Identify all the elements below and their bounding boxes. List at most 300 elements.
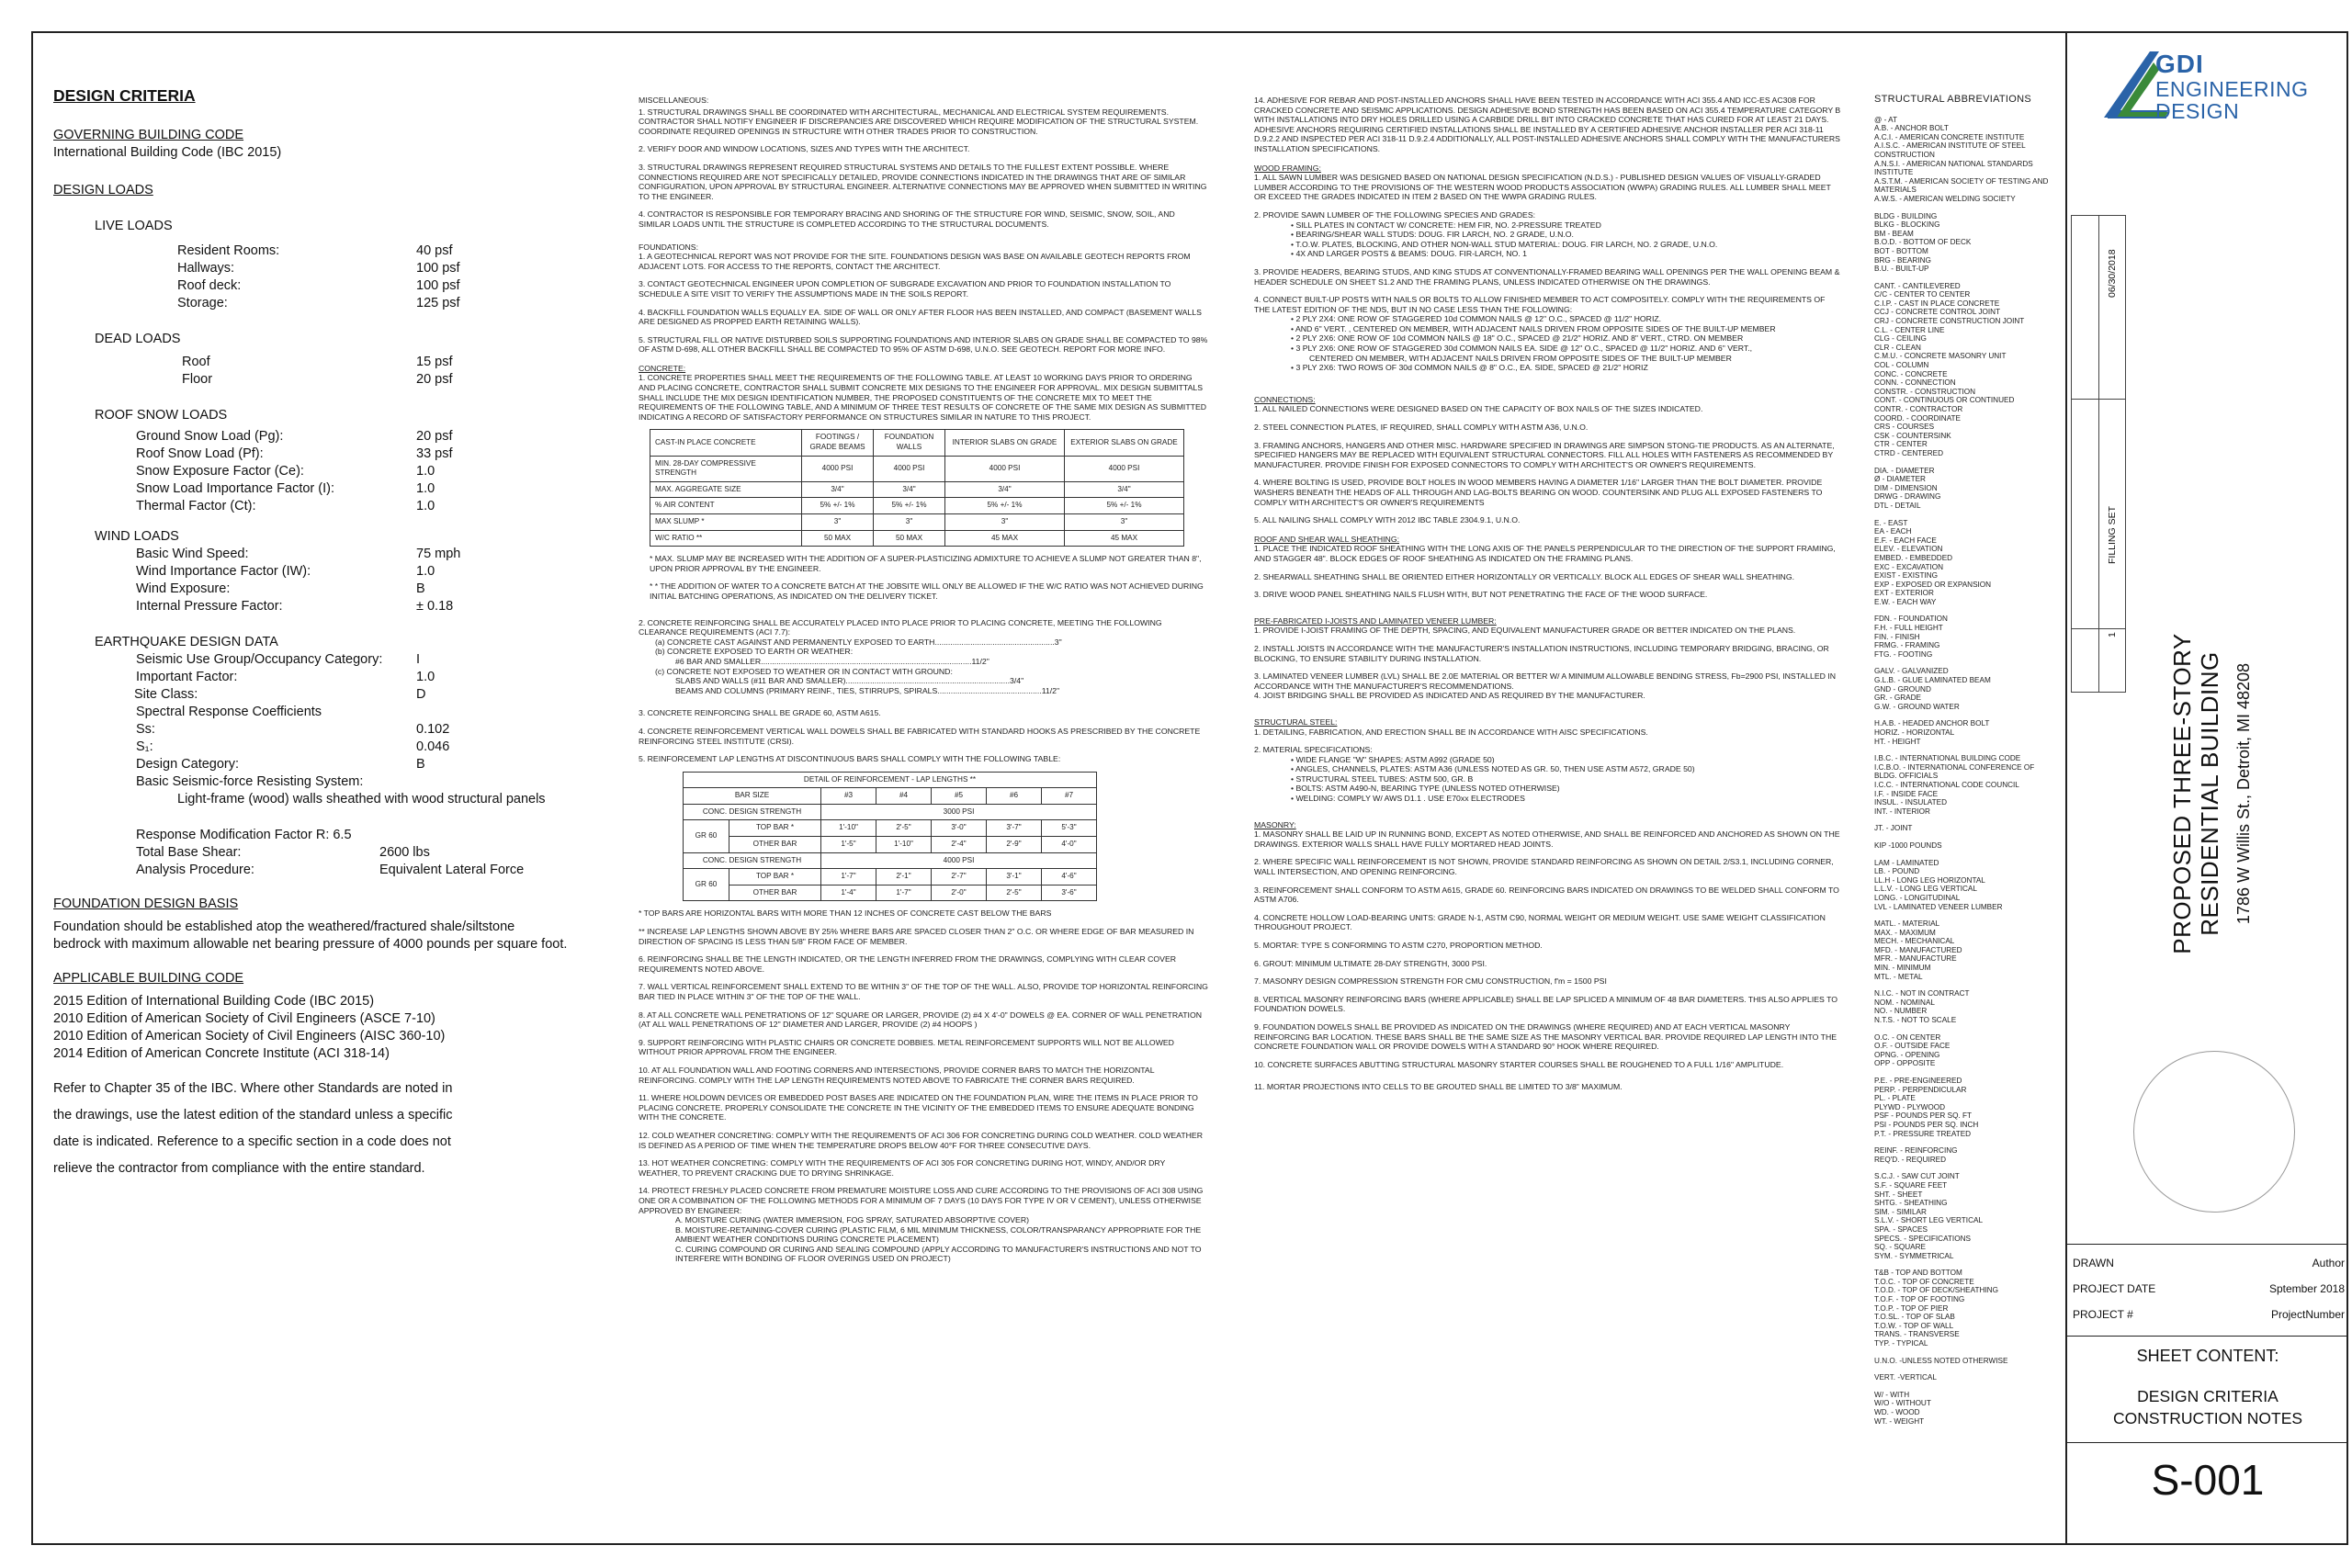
abbreviation-item: S.F. - SQUARE FEET — [1874, 1180, 1948, 1190]
abbreviation-item: SQ. - SQUARE — [1874, 1243, 1926, 1252]
refer-paragraph — [53, 1076, 623, 1182]
abbreviation-item: NOM. - NOMINAL — [1874, 998, 1935, 1007]
abbreviation-item: B.U. - BUILT-UP — [1874, 265, 1929, 274]
abbreviation-item: MFD. - MANUFACTURED — [1874, 945, 1962, 954]
load-row: Ground Snow Load (Pg): 20 psf — [136, 429, 453, 444]
wood-heading: WOOD FRAMING: — [1254, 163, 1321, 173]
note-item: 7. WALL VERTICAL REINFORCEMENT SHALL EXTEND TO BE WITHIN 3" OF THE TOP OF THE WALL. ALSO, PROVIDE TOP HORIZONTAL REINFORCING BAR TIED IN PLACE WITHIN 3" OF THE TOP OF THE WALL. — [639, 982, 1208, 1001]
note-item: 14. ADHESIVE FOR REBAR AND POST-INSTALLED ANCHORS SHALL HAVE BEEN TESTED IN ACCORDANCE WITH ACI 355.4 AND ICC-ES AC308 FOR CRACKED CONCRETE AND SEISMIC APPLICATIONS. DESIGN ADHESIVE BOND STRENGTH HAS BEEN BASED ON ACI 355.4 TEMPERATURE CATEGORY B WITH INSTALLATIONS INTO DRY HOLES DRILLED USING A CARBIDE DRILL BIT INTO CRACKED CONCRETE THAT HAS CURED FOR AT LEAST 21 DAYS. ADHESIVE ANCHORS REQUIRING CERTIFIED INSTALLATIONS SHALL BE INSTALLED BY A CERTIFIED ADHESIVE ANCHOR INSTALLER PER ACI 318-11 D.9.2.2 AND INSPECTED PER ACI 318-11 D.9.2.4 ADDITIONALLY, ALL POST-INSTALLED ADHESIVE ANCHORS SHALL COMPLY WITH THE MANUFACTURERS INSTALLATION SPECIFICATIONS. — [1254, 96, 1841, 153]
code-item: 2015 Edition of International Building Code (IBC 2015) — [53, 994, 375, 1009]
drawn-value: Author — [2312, 1257, 2345, 1269]
eq-row: Seismic Use Group/Occupancy Category: I — [136, 652, 421, 667]
titleblock-divider — [2067, 1442, 2348, 1443]
note-subitem: • STRUCTURAL STEEL TUBES: ASTM 500, GR. B — [1291, 773, 1474, 784]
abbreviation-item: C.M.U. - CONCRETE MASONRY UNIT — [1874, 352, 2007, 361]
abbreviation-group — [1874, 519, 2058, 607]
abbreviation-item: VERT. -VERTICAL — [1874, 1373, 1937, 1382]
abbreviation-item: BLDG - BUILDING — [1874, 211, 1938, 220]
abbreviation-item: F.H. - FULL HEIGHT — [1874, 624, 1943, 633]
abbreviation-item: G.W. - GROUND WATER — [1874, 702, 1960, 711]
abbreviation-item: A.C.I. - AMERICAN CONCRETE INSTITUTE — [1874, 132, 2025, 141]
roof-snow-loads — [95, 407, 623, 515]
note-subitem: • 4X AND LARGER POSTS & BEAMS: DOUG. FIR-LARCH, NO. 1 — [1291, 249, 1527, 259]
abbreviation-item: N.T.S. - NOT TO SCALE — [1874, 1016, 1957, 1025]
abbreviation-item: LVL - LAMINATED VENEER LUMBER — [1874, 902, 2003, 911]
abbreviation-group — [1874, 859, 2058, 912]
note-subitem: (a) CONCRETE CAST AGAINST AND PERMANENTLY EXPOSED TO EARTH......................................................3" — [655, 637, 1062, 647]
note-item: 3. STRUCTURAL DRAWINGS REPRESENT REQUIRED STRUCTURAL SYSTEMS AND DETAILS TO THE FULLEST EXTENT POSSIBLE. WHERE CONNECTIONS REQUIRED ARE NOT SPECIFICALLY DETAILED, PROVIDE CONNECTIONS INDICATED IN THE DRAWINGS THAT ARE OF SIMILAR CONFIGURATION, UPON APPROVAL BY STRUCTURAL ENGINEER. ALTERNATIVE CONNECTIONS MAY BE APPROVED WHEN SUBMITTED IN WRITING TO THE ENGINEER. — [639, 162, 1207, 201]
abbreviation-item: OPNG. - OPENING — [1874, 1050, 1940, 1059]
abbreviation-item: FIN. - FINISH — [1874, 632, 1920, 641]
abbreviation-item: PLYWD - PLYWOOD — [1874, 1102, 1946, 1111]
abbreviation-item: LAM - LAMINATED — [1874, 858, 1939, 867]
abbreviation-item: SHT. - SHEET — [1874, 1190, 1923, 1199]
table-row: OTHER BAR 1'-4" 1'-7" 2'-0" 2'-5" 3'-6" — [684, 885, 1097, 901]
note-subitem: • 2 PLY 2X6: ONE ROW OF 10d COMMON NAILS @ 18" O.C., SPACED @ 21/2" HORIZ. AND 8" VERT., CTRD. ON MEMBER — [1291, 333, 1744, 344]
dead-loads-list — [182, 354, 623, 389]
sheet-number: S-001 — [2151, 1456, 2265, 1504]
abbreviation-item: B.O.D. - BOTTOM OF DECK — [1874, 238, 1972, 247]
abbreviation-item: SHTG. - SHEATHING — [1874, 1199, 1948, 1208]
lap-footnote: * TOP BARS ARE HORIZONTAL BARS WITH MORE THAN 12 INCHES OF CONCRETE CAST BELOW THE BARS — [639, 908, 1052, 919]
abbreviations-title: STRUCTURAL ABBREVIATIONS — [1874, 94, 2032, 105]
revision-divider — [2071, 399, 2126, 400]
concrete-heading: CONCRETE: — [639, 363, 686, 373]
abbreviation-item: COORD. - COORDINATE — [1874, 413, 1962, 423]
drawn-row — [2073, 1257, 2345, 1269]
abbreviation-item: EXIST - EXISTING — [1874, 571, 1939, 581]
table-row: MAX SLUMP * 3" 3" 3" 3" — [650, 514, 1184, 531]
load-row: Wind Exposure: B — [136, 581, 425, 596]
abbreviation-item: ELEV. - ELEVATION — [1874, 545, 1943, 554]
abbreviation-group — [1874, 1033, 2058, 1068]
sheet-content-line-1: DESIGN CRITERIA — [2137, 1387, 2278, 1405]
concrete-properties-table — [650, 429, 1184, 547]
note-item: 1. STRUCTURAL DRAWINGS SHALL BE COORDINATED WITH ARCHITECTURAL, MECHANICAL AND ELECTRICAL SYSTEM REQUIREMENTS. CONTRACTOR SHALL NOTIFY ENGINEER IF DISCREPANCIES ARE DISCOVERED WHICH REQUIRE MODIFICATION OF THE STRUCTURAL SYSTEM. COORDINATE REQUIRED OPENINGS IN STRUCTURE WITH OTHER TRADES PRIOR TO CONSTRUCTION. — [639, 107, 1199, 136]
abbreviation-item: TRANS. - TRANSVERSE — [1874, 1330, 1960, 1339]
note-item: 12. COLD WEATHER CONCRETING: COMPLY WITH THE REQUIREMENTS OF ACI 306 FOR CONCRETING DURING COLD WEATHER. COLD WEATHER IS DEFINED AS A PERIOD OF TIME WHEN THE TEMPERATURE DROPS BELOW 40°F FOR THREE CONSECUTIVE DAYS. — [639, 1130, 1203, 1150]
abbreviation-group — [1874, 919, 2058, 981]
table-header-cell: INTERIOR SLABS ON GRADE — [945, 430, 1065, 456]
abbreviation-item: T.O.P. - TOP OF PIER — [1874, 1303, 1949, 1313]
abbreviation-item: HORIZ. - HORIZONTAL — [1874, 728, 1955, 737]
note-item: 5. REINFORCEMENT LAP LENGTHS AT DISCONTINUOUS BARS SHALL COMPLY WITH THE FOLLOWING TABLE: — [639, 754, 1061, 764]
note-item: 1. DETAILING, FABRICATION, AND ERECTION SHALL BE IN ACCORDANCE WITH AISC SPECIFICATIONS. — [1254, 727, 1648, 737]
note-item: 1. PROVIDE I-JOIST FRAMING OF THE DEPTH, SPACING, AND EQUIVALENT MANUFACTURER GRADE OR BETTER INDICATED ON THE PLANS. — [1254, 626, 1796, 636]
abbreviation-item: COL - COLUMN — [1874, 361, 1929, 370]
abbreviation-item: @ - AT — [1874, 115, 1897, 124]
abbreviation-item: DRWG - DRAWING — [1874, 492, 1941, 502]
lap-table-title: DETAIL OF REINFORCEMENT - LAP LENGTHS ** — [684, 772, 1097, 788]
note-item: 3. CONTACT GEOTECHNICAL ENGINEER UPON COMPLETION OF SUBGRADE EXCAVATION AND PRIOR TO FOUNDATION INSTALLATION TO SCHEDULE A SITE VISIT TO VERIFY THE ASSUMPTIONS MADE IN THE SOILS REPORT. — [639, 279, 1171, 299]
abbreviation-item: A.S.T.M. - AMERICAN SOCIETY OF TESTING AND MATERIALS — [1874, 176, 2049, 195]
note-subitem: #6 BAR AND SMALLER...............................................................................................11/2" — [675, 656, 989, 666]
abbreviation-item: GALV. - GALVANIZED — [1874, 667, 1949, 676]
abbreviation-item: CLR - CLEAN — [1874, 343, 1921, 352]
table-row: CONC. DESIGN STRENGTH 3000 PSI — [684, 804, 1097, 820]
abbreviation-item: C/C - CENTER TO CENTER — [1874, 290, 1971, 299]
project-date-label: PROJECT DATE — [2073, 1282, 2156, 1295]
note-item: 9. FOUNDATION DOWELS SHALL BE PROVIDED AS INDICATED ON THE DRAWINGS (WHERE REQUIRED) AND AT EACH VERTICAL MASONRY REINFORCING BAR LOCATION. THESE BARS SHALL BE THE SAME SIZE AS THE MASONRY VERTICAL BAR. PROVIDE REQUIRED LAP LENGTH INTO THE CONCRETE FOUNDATION WALL OR PROVIDE DOWELS WITH A STANDARD 90° HOOK WHERE REQUIRED. — [1254, 1021, 1838, 1052]
note-subitem: (c) CONCRETE NOT EXPOSED TO WEATHER OR IN CONTACT WITH GROUND: — [655, 666, 953, 676]
abbreviation-item: Ø - DIAMETER — [1874, 475, 1926, 484]
load-row: Storage: 125 psf — [177, 296, 460, 310]
abbreviation-item: FDN. - FOUNDATION — [1874, 615, 1948, 624]
abbreviation-item: CLG - CEILING — [1874, 334, 1927, 344]
abbreviation-group — [1874, 1373, 2058, 1382]
live-loads — [95, 218, 623, 312]
note-item: 1. A GEOTECHNICAL REPORT WAS NOT PROVIDE FOR THE SITE. FOUNDATIONS DESIGN WAS BASE ON AVAILABLE GEOTECH REPORTS FROM ADJACENT LOTS. FOR ACCESS TO THE REPORTS, CONTACT THE ARCHITECT. — [639, 252, 1191, 271]
abbreviation-group — [1874, 615, 2058, 659]
load-row: Snow Exposure Factor (Ce): 1.0 — [136, 464, 435, 479]
abbreviation-item: P.E. - PRE-ENGINEERED — [1874, 1077, 1962, 1085]
abbreviation-item: S.C.J. - SAW CUT JOINT — [1874, 1172, 1960, 1181]
note-item: 11. WHERE HOLDOWN DEVICES OR EMBEDDED POST BASES ARE INDICATED ON THE FOUNDATION PLAN, WIRE THE ITEMS IN PLACE PRIOR TO PLACING CONCRETE. PROPERLY CONSOLIDATE THE CONCRETE IN THE VICINITY OF THE EMBEDDED ITEMS TO ENSURE ADEQUATE BONDING WITH THE CONCRETE. — [639, 1093, 1198, 1122]
governing-code-value: International Building Code (IBC 2015) — [53, 145, 282, 160]
table-header-cell: FOUNDATION WALLS — [874, 430, 945, 456]
abbreviation-item: PL. - PLATE — [1874, 1094, 1916, 1103]
abbreviation-group — [1874, 212, 2058, 274]
abbreviation-group — [1874, 754, 2058, 816]
abbreviation-item: O.F. - OUTSIDE FACE — [1874, 1042, 1951, 1051]
abbreviation-item: I.C.C. - INTERNATIONAL CODE COUNCIL — [1874, 780, 2019, 789]
abbreviation-item: O.C. - ON CENTER — [1874, 1032, 1941, 1042]
note-item: 3. CONCRETE REINFORCING SHALL BE GRADE 60, ASTM A615. — [639, 708, 881, 718]
abbreviation-item: T.O.W. - TOP OF WALL — [1874, 1321, 1954, 1330]
abbreviation-item: T.O.SL. - TOP OF SLAB — [1874, 1313, 1955, 1322]
dead-loads-heading: DEAD LOADS — [95, 332, 181, 346]
abbreviation-item: A.N.S.I. - AMERICAN NATIONAL STANDARDS INSTITUTE — [1874, 159, 2033, 177]
logo-line-2: ENGINEERING — [2155, 77, 2309, 101]
code-item: 2014 Edition of American Concrete Institute (ACI 318-14) — [53, 1046, 390, 1061]
abbreviation-item: BRG - BEARING — [1874, 255, 1931, 265]
note-item: 3. FRAMING ANCHORS, HANGERS AND OTHER MISC. HARDWARE SPECIFIED IN DRAWINGS ARE SIMPSON STONG-TIE PRODUCTS. AS AN ALTERNATE, SPECIFIED HANGERS MAY BE REPLACED WITH EQUIVALENT STRUCTURAL CONNECTORS. FILL ALL HOLES WITH FASTENERS AS RECOMMENDED BY MANUFACTURER. PROVIDE FINISH FOR EXPOSED CONNECTORS TO COMPLY WITH ARCHITECT'S OR OWNER'S REQUIREMENTS. — [1254, 440, 1835, 469]
abbreviation-group — [1874, 1146, 2058, 1164]
connections-heading: CONNECTIONS: — [1254, 394, 1316, 404]
table-header-cell: EXTERIOR SLABS ON GRADE — [1065, 430, 1184, 456]
note-item: 2. CONCRETE REINFORCING SHALL BE ACCURATELY PLACED INTO PLACE PRIOR TO PLACING CONCRETE, MEETING THE FOLLOWING CLEARANCE REQUIREMENTS (ACI 7.7): — [639, 617, 1162, 637]
eq-row: Important Factor: 1.0 — [136, 670, 435, 684]
table-row: BAR SIZE #3 #4 #5 #6 #7 — [684, 788, 1097, 805]
design-loads-heading: DESIGN LOADS — [53, 183, 153, 197]
refer-line: Refer to Chapter 35 of the IBC. Where other Standards are noted in — [53, 1081, 453, 1096]
note-item: 2. WHERE SPECIFIC WALL REINFORCEMENT IS NOT SHOWN, PROVIDE STANDARD REINFORCING AS SHOWN ON DETAIL 2/S3.1, INCLUDING CORNER, WALL INTERSECTION, AND OPENING REINFORCING. — [1254, 857, 1834, 877]
note-item: 8. VERTICAL MASONRY REINFORCING BARS (WHERE APPLICABLE) SHALL BE LAP SPLICED A MINIMUM OF 48 BAR DIAMETERS. THIS ALSO APPLIES TO FOUNDATION DOWELS. — [1254, 994, 1838, 1014]
abbreviation-item: EMBED. - EMBEDDED — [1874, 553, 1953, 562]
abbreviation-item: A.B. - ANCHOR BOLT — [1874, 124, 1949, 133]
abbreviation-item: T.O.D. - TOP OF DECK/SHEATHING — [1874, 1286, 1998, 1295]
abbreviation-item: NO. - NUMBER — [1874, 1007, 1928, 1016]
titleblock-divider — [2067, 1336, 2348, 1337]
note-item: 3. DRIVE WOOD PANEL SHEATHING NAILS FLUSH WITH, BUT NOT PENETRATING THE FACE OF THE WOOD SURFACE. — [1254, 590, 1708, 600]
load-row: Snow Load Importance Factor (I): 1.0 — [136, 481, 435, 496]
basic-system-label: Basic Seismic-force Resisting System: — [136, 774, 364, 789]
table-header-row — [650, 430, 1184, 456]
abbreviation-item: T.O.F. - TOP OF FOOTING — [1874, 1295, 1965, 1304]
refer-line: the drawings, use the latest edition of the standard unless a specific — [53, 1108, 453, 1122]
abbreviation-item: E.F. - EACH FACE — [1874, 536, 1937, 545]
abbreviation-item: BM - BEAM — [1874, 229, 1914, 238]
note-subitem: • WELDING: COMPLY W/ AWS D1.1 . USE E70xx ELECTRODES — [1291, 794, 1525, 804]
wind-loads-list — [136, 546, 623, 615]
revision-number-column — [2071, 215, 2098, 693]
foundation-line-1: Foundation should be established atop the weathered/fractured shale/siltstone — [53, 919, 515, 934]
abbreviation-item: EXT - EXTERIOR — [1874, 589, 1934, 598]
note-subitem: • BOLTS: ASTM A490-N, BEARING TYPE (UNLESS NOTED OTHERWISE) — [1291, 784, 1560, 794]
abbreviation-item: N.I.C. - NOT IN CONTRACT — [1874, 989, 1970, 998]
abbreviation-item: REQ'D. - REQUIRED — [1874, 1155, 1946, 1164]
note-item: 6. GROUT: MINIMUM ULTIMATE 28-DAY STRENGTH, 3000 PSI. — [1254, 958, 1487, 968]
note-subitem: (b) CONCRETE EXPOSED TO EARTH OR WEATHER: — [655, 647, 854, 657]
basic-system-value: Light-frame (wood) walls sheathed with wood structural panels — [177, 792, 546, 807]
revision-description: FILLING SET — [2107, 505, 2118, 564]
abbreviation-item: FTG. - FOOTING — [1874, 649, 1933, 659]
load-row: Roof deck: 100 psf — [177, 278, 460, 293]
note-item: 5. STRUCTURAL FILL OR NATIVE DISTURBED SOILS SUPPORTING FOUNDATIONS AND INTERIOR SLABS ON GRADE SHALL BE COMPACTED TO 98% OF ASTM D-698, ALL OTHER BACKFILL SHALL BE COMPACTED TO 95% OF ASTM D-698, U.N.O. SEE GEOTECH. REPORT FOR MORE INFO. — [639, 334, 1208, 355]
abbreviation-item: SYM. - SYMMETRICAL — [1874, 1251, 1954, 1260]
table-row: GR 60 TOP BAR * 1'-10" 2'-5" 3'-0" 3'-7" 5'-3" — [684, 820, 1097, 837]
load-row: Wind Importance Factor (IW): 1.0 — [136, 564, 435, 579]
sheet-content-label: SHEET CONTENT: — [2136, 1347, 2279, 1365]
note-item: 1. ALL SAWN LUMBER WAS DESIGNED BASED ON NATIONAL DESIGN SPECIFICATION (N.D.S.) - PUBLISHED DESIGN VALUES OF VISUALLY-GRADED LUMBER ACCORDING TO THE PROVISIONS OF THE WESTERN WOOD PRODUCTS ASSOCIATION (WWPA) GRADING RULES. ALL LUMBER SHALL MEET OR EXCEED THE GRADES INDICATED IN ITEM 2 BASED ON THE WWPA GRADING RULES. — [1254, 173, 1831, 202]
load-row: Roof Snow Load (Pf): 33 psf — [136, 446, 453, 461]
wind-loads-heading: WIND LOADS — [95, 529, 179, 544]
revision-divider — [2071, 628, 2126, 629]
abbreviation-item: CCJ - CONCRETE CONTROL JOINT — [1874, 308, 2001, 317]
base-shear-row: Total Base Shear: 2600 lbs — [136, 845, 430, 860]
construction-notes-column-2 — [639, 96, 1208, 1264]
table-row: MAX. AGGREGATE SIZE 3/4" 3/4" 3/4" 3/4" — [650, 481, 1184, 498]
abbreviation-item: A.I.S.C. - AMERICAN INSTITUTE OF STEEL CONSTRUCTION — [1874, 141, 2026, 159]
logo-line-3: DESIGN — [2155, 99, 2240, 123]
abbreviation-item: LONG. - LONGITUDINAL — [1874, 893, 1961, 902]
abbreviation-item: P.T. - PRESSURE TREATED — [1874, 1129, 1972, 1138]
design-criteria-column — [53, 87, 623, 1182]
project-title-line-1: PROPOSED THREE-STORY — [2168, 633, 2196, 954]
abbreviation-item: MTL. - METAL — [1874, 972, 1923, 981]
foundations-heading: FOUNDATIONS: — [639, 242, 698, 252]
drawn-label: DRAWN — [2073, 1257, 2114, 1269]
abbreviation-item: PSI - POUNDS PER SQ. INCH — [1874, 1120, 1979, 1129]
note-subitem: • AND 6" VERT. , CENTERED ON MEMBER, WITH ADJACENT NAILS DRIVEN FROM OPPOSITE SIDES OF THE BUILT-UP MEMBER — [1291, 323, 1776, 333]
code-item: 2010 Edition of American Society of Civil Engineers (ASCE 7-10) — [53, 1011, 435, 1026]
project-date-value: Sptember 2018 — [2268, 1282, 2345, 1295]
foundation-line-2: bedrock with maximum allowable net bearing pressure of 4000 pounds per square foot. — [53, 937, 568, 952]
abbreviation-group — [1874, 467, 2058, 511]
project-number-label: PROJECT # — [2073, 1308, 2133, 1321]
note-item: 4. CONCRETE HOLLOW LOAD-BEARING UNITS: GRADE N-1, ASTM C90, NORMAL WEIGHT OR MEDIUM WEIGHT. USE SAME WEIGHT CLASSIFICATION THROUGHOUT PROJECT. — [1254, 912, 1826, 932]
earthquake-design-data — [95, 634, 623, 879]
earthquake-list — [136, 651, 623, 879]
abbreviation-item: CONSTR. - CONSTRUCTION — [1874, 387, 1976, 396]
masonry-heading: MASONRY: — [1254, 819, 1296, 829]
abbreviation-item: CONC. - CONCRETE — [1874, 369, 1948, 378]
table-row: MIN. 28-DAY COMPRESSIVE STRENGTH 4000 PSI 4000 PSI 4000 PSI 4000 PSI — [650, 456, 1184, 481]
abbreviation-item: MECH. - MECHANICAL — [1874, 937, 1955, 946]
note-item: 10. AT ALL FOUNDATION WALL AND FOOTING CORNERS AND INTERSECTIONS, PROVIDE CORNER BARS TO MATCH THE HORIZONTAL REINFORCING. COMPLY WITH THE LAP LENGTH REQUIREMENTS NOTED ABOVE TO FABRICATE THE CORNER BARS REQUIRED. — [639, 1065, 1155, 1085]
concrete-intro: 1. CONCRETE PROPERTIES SHALL MEET THE REQUIREMENTS OF THE FOLLOWING TABLE. AT LEAST 10 WORKING DAYS PRIOR TO ORDERING AND PLACING CONCRETE, CONTRACTOR SHALL SUBMIT CONCRETE MIX DESIGNS TO THE ENGINEER FOR APPROVAL. MIX DESIGN SUBMITTALS SHALL INCLUDE THE MIX DESIGN IDENTIFICATION NUMBER, THE PROPOSED CONSTITUENTS OF THE CONCRETE MIX TO MEET THE REQUIREMENTS OF THE FOLLOWING TABLE, AND A MINIMUM OF THREE TEST RESULTS OF CONCRETE OF THE SAME MIX DESIGN AS SUBMITTED INDICATING A RECORD OF SATISFACTORY PERFORMANCE ON STRUCTURES SIMILAR IN NATURE TO THIS PROJECT. — [639, 373, 1207, 422]
abbreviation-item: CTRD - CENTERED — [1874, 448, 1944, 457]
note-item: 2. PROVIDE SAWN LUMBER OF THE FOLLOWING SPECIES AND GRADES: — [1254, 209, 1536, 220]
project-title-line-2: RESIDENTIAL BUILDING — [2196, 651, 2223, 936]
sheet-content-line-2: CONSTRUCTION NOTES — [2112, 1409, 2303, 1427]
earthquake-heading: EARTHQUAKE DESIGN DATA — [95, 635, 278, 649]
abbreviation-group — [1874, 841, 2058, 851]
table-row: W/C RATIO ** 50 MAX 50 MAX 45 MAX 45 MAX — [650, 530, 1184, 547]
abbreviation-group — [1874, 282, 2058, 458]
note-item: 4. JOIST BRIDGING SHALL BE PROVIDED AS INDICATED AND AS REQUIRED BY THE MANUFACTURER. — [1254, 691, 1645, 701]
abbreviation-item: I.F. - INSIDE FACE — [1874, 789, 1939, 798]
note-item: 1. MASONRY SHALL BE LAID UP IN RUNNING BOND, EXCEPT AS NOTED OTHERWISE, AND SHALL BE REINFORCED AND ANCHORED AS SHOWN ON THE DRAWINGS. EXTERIOR WALLS SHALL HAVE FULLY MORTARED HEAD JOINTS. — [1254, 829, 1840, 849]
note-item: 6. REINFORCING SHALL BE THE LENGTH INDICATED, OR THE LENGTH INFERRED FROM THE DRAWINGS, COMPLYING WITH CLEAR COVER REQUIREMENTS NOTED ABOVE. — [639, 954, 1177, 974]
note-item: 3. LAMINATED VENEER LUMBER (LVL) SHALL BE 2.0E MATERIAL OR BETTER W/ A MINIMUM ALLOWABLE BENDING STRESS, Fb=2900 PSI, INSTALLED IN ACCORDANCE WITH THE MANUFACTURER'S RECOMMENDATIONS. — [1254, 671, 1836, 691]
abbreviation-item: E.W. - EACH WAY — [1874, 597, 1937, 606]
table-header-cell: CAST-IN PLACE CONCRETE — [650, 430, 802, 456]
abbreviation-group — [1874, 719, 2058, 746]
refer-line: relieve the contractor from compliance with the entire standard. — [53, 1161, 425, 1176]
roof-sheathing-heading: ROOF AND SHEAR WALL SHEATHING: — [1254, 534, 1400, 544]
abbreviation-item: MATL. - MATERIAL — [1874, 919, 1940, 929]
abbreviation-item: DIM - DIMENSION — [1874, 483, 1938, 492]
note-subitem: • ANGLES, CHANNELS, PLATES: ASTM A36 (UNLESS NOTED AS GR. 50, THEN USE ASTM A572, GRADE 50) — [1291, 764, 1695, 774]
load-row: Roof 15 psf — [182, 355, 453, 369]
note-item: 4. CONCRETE REINFORCEMENT VERTICAL WALL DOWELS SHALL BE FABRICATED WITH STANDARD HOOKS AS PRESCRIBED BY THE CONCRETE REINFORCING STEEL INSTITUTE (CRSI). — [639, 726, 1201, 746]
wind-loads — [95, 528, 623, 615]
title-block — [2065, 31, 2348, 1545]
abbreviation-item: CSK - COUNTERSINK — [1874, 431, 1951, 440]
abbreviation-item: CONN. - CONNECTION — [1874, 378, 1956, 388]
abbreviation-item: REINF. - REINFORCING — [1874, 1146, 1958, 1156]
note-item: 2. SHEARWALL SHEATHING SHALL BE ORIENTED EITHER HORIZONTALLY OR VERTICALLY. BLOCK ALL EDGES OF SHEAR WALL SHEATHING. — [1254, 571, 1794, 581]
table-row: CONC. DESIGN STRENGTH 4000 PSI — [684, 852, 1097, 869]
note-subitem: • 3 PLY 2X6: TWO ROWS OF 30d COMMON NAILS @ 8" O.C., EA. SIDE, SPACED @ 21/2" HORIZ — [1291, 363, 1648, 373]
abbreviation-item: T&B - TOP AND BOTTOM — [1874, 1269, 1962, 1278]
note-item: 7. MASONRY DESIGN COMPRESSION STRENGTH FOR CMU CONSTRUCTION, f'm = 1500 PSI — [1254, 976, 1607, 987]
abbreviation-item: MIN. - MINIMUM — [1874, 964, 1931, 973]
abbreviation-item: U.N.O. -UNLESS NOTED OTHERWISE — [1874, 1356, 2008, 1365]
abbreviation-item: SIM. - SIMILAR — [1874, 1207, 1927, 1216]
load-row: Basic Wind Speed: 75 mph — [136, 547, 461, 561]
abbreviation-item: I.C.B.O. - INTERNATIONAL CONFERENCE OF BLDG. OFFICIALS — [1874, 762, 2035, 781]
abbreviation-item: DTL - DETAIL — [1874, 501, 1921, 510]
note-subitem: SLABS AND WALLS (#11 BAR AND SMALLER)..........................................................................3/4" — [675, 676, 1024, 686]
eq-row: Ss: 0.102 — [136, 722, 450, 737]
abbreviation-item: EXC - EXCAVATION — [1874, 562, 1944, 571]
project-title-block — [2168, 601, 2254, 987]
table-row: % AIR CONTENT 5% +/- 1% 5% +/- 1% 5% +/- 1% 5% +/- 1% — [650, 498, 1184, 514]
spectral-heading: Spectral Response Coefficients — [136, 705, 322, 719]
note-subitem: C. CURING COMPOUND OR CURING AND SEALING COMPOUND (APPLY ACCORDING TO MANUFACTURER'S INSTRUCTIONS AND NOT TO INTERFERE WITH BONDING OF FLOOR OVERINGS USED ON PROJECT) — [675, 1244, 1202, 1264]
abbreviation-item: CRJ - CONCRETE CONSTRUCTION JOINT — [1874, 317, 2025, 326]
abbreviation-item: JT. - JOINT — [1874, 824, 1913, 833]
revision-number: 1 — [2107, 632, 2118, 637]
abbreviation-item: LL.H - LONG LEG HORIZONTAL — [1874, 875, 1985, 885]
abbreviation-item: HT. - HEIGHT — [1874, 737, 1921, 746]
prefab-heading: PRE-FABRICATED I-JOISTS AND LAMINATED VENEER LUMBER: — [1254, 615, 1497, 626]
note-item: 2. MATERIAL SPECIFICATIONS: — [1254, 745, 1373, 755]
abbreviation-group — [1874, 1357, 2058, 1366]
snow-loads-list — [136, 428, 623, 515]
governing-code-heading: GOVERNING BUILDING CODE — [53, 128, 244, 142]
table-row: GR 60 TOP BAR * 1'-7" 2'-1" 2'-7" 3'-1" 4'-6" — [684, 869, 1097, 886]
abbreviation-group — [1874, 989, 2058, 1024]
abbreviation-item: CANT. - CANTILEVERED — [1874, 281, 1961, 290]
codes-heading: APPLICABLE BUILDING CODE — [53, 971, 244, 986]
abbreviation-group — [1874, 824, 2058, 833]
abbreviation-item: PSF - POUNDS PER SQ. FT — [1874, 1111, 1972, 1121]
abbreviation-item: EA - EACH — [1874, 527, 1912, 536]
abbreviation-item: L.L.V. - LONG LEG VERTICAL — [1874, 885, 1977, 894]
live-loads-list — [177, 243, 623, 312]
abbreviation-item: I.B.C. - INTERNATIONAL BUILDING CODE — [1874, 754, 2021, 763]
abbreviation-item: E. - EAST — [1874, 518, 1908, 527]
abbreviation-item: BLKG - BLOCKING — [1874, 220, 1940, 230]
note-item: 2. VERIFY DOOR AND WINDOW LOCATIONS, SIZES AND TYPES WITH THE ARCHITECT. — [639, 144, 970, 154]
abbreviation-group — [1874, 1172, 2058, 1260]
company-logo — [2098, 46, 2328, 129]
abbreviation-item: C.L. - CENTER LINE — [1874, 325, 1945, 334]
logo-line-1: GDI — [2155, 50, 2204, 78]
abbreviation-group — [1874, 1077, 2058, 1138]
note-item: 4. CONNECT BUILT-UP POSTS WITH NAILS OR BOLTS TO ALLOW FINISHED MEMBER TO ACT COMPOSITELY. COMPLY WITH THE REQUIREMENTS OF THE LATEST EDITION OF THE NDS, BUT IN NO CASE LESS THAN THE FOLLOWING: — [1254, 295, 1826, 314]
note-subitem: • T.O.W. PLATES, BLOCKING, AND OTHER NON-WALL STUD MATERIAL: DOUG. FIR LARCH, NO. 2 GRADE, U.N.O. — [1291, 239, 1718, 249]
abbreviation-item: DIA. - DIAMETER — [1874, 466, 1935, 475]
note-item: 1. ALL NAILED CONNECTIONS WERE DESIGNED BASED ON THE CAPACITY OF BOX NAILS OF THE SIZES INDICATED. — [1254, 404, 1703, 414]
project-address: 1786 W Willis St., Detroit, MI 48208 — [2234, 662, 2253, 925]
abbreviation-item: SPA. - SPACES — [1874, 1224, 1928, 1234]
abbreviation-item: G.L.B. - GLUE LAMINATED BEAM — [1874, 676, 1991, 685]
note-subitem: CENTERED ON MEMBER, WITH ADJACENT NAILS DRIVEN FROM OPPOSITE SIDES OF THE BUILT-UP MEMBER — [1309, 353, 1732, 363]
abbreviation-item: BOT - BOTTOM — [1874, 246, 1928, 255]
abbreviation-item: W/ - WITH — [1874, 1390, 1910, 1399]
project-number-value: ProjectNumber — [2270, 1308, 2345, 1321]
dead-loads — [95, 331, 623, 389]
design-criteria-title: DESIGN CRITERIA — [53, 86, 196, 105]
response-mod: Response Modification Factor R: 6.5 — [136, 828, 352, 842]
live-loads-heading: LIVE LOADS — [95, 219, 173, 233]
code-item: 2010 Edition of American Society of Civil Engineers (AISC 360-10) — [53, 1029, 446, 1043]
abbreviation-item: INSUL. - INSULATED — [1874, 798, 1948, 807]
lap-footnote: ** INCREASE LAP LENGTHS SHOWN ABOVE BY 25% WHERE BARS ARE SPACED CLOSER THAN 2" O.C. OR WHERE EDGE OF BAR MEASURED IN DIRECTION OF SPACING IS LESS THAN 5/8" FROM FACE OF MEMBER. — [639, 927, 1194, 946]
note-subitem: BEAMS AND COLUMNS (PRIMARY REINF., TIES, STIRRUPS, SPIRALS...............................................11/2" — [675, 685, 1060, 695]
titleblock-divider — [2067, 1244, 2348, 1245]
abbreviation-item: S.L.V. - SHORT LEG VERTICAL — [1874, 1216, 1984, 1225]
note-subitem: • SILL PLATES IN CONTACT W/ CONCRETE: HEM FIR, NO. 2-PRESSURE TREATED — [1291, 220, 1601, 230]
revision-date: 06/30/2018 — [2107, 249, 2118, 298]
note-item: 11. MORTAR PROJECTIONS INTO CELLS TO BE GROUTED SHALL BE LIMITED TO 3/8" MAXIMUM. — [1254, 1082, 1623, 1092]
concrete-footnote: * * THE ADDITION OF WATER TO A CONCRETE BATCH AT THE JOBSITE WILL ONLY BE ALLOWED IF THE W/C RATIO WAS NOT ACHIEVED DURING INITIAL BATCHING OPERATIONS, AS INDICATED ON THE DELIVERY TICKET. — [650, 581, 1204, 601]
construction-notes-column-3 — [1254, 96, 1842, 1092]
project-date-row — [2073, 1282, 2345, 1295]
note-item: 4. WHERE BOLTING IS USED, PROVIDE BOLT HOLES IN WOOD MEMBERS HAVING A DIAMETER 1/16" LARGER THAN THE BOLT DIAMETER. PROVIDE WASHERS BENEATH THE HEADS OF ALL THROUGH AND LAG-BOLTS BEARING ON WOOD. COUNTERSINK AND PLUG ALL EXPOSED FASTENERS TO COMPLY WITH ARCHITECT'S OR OWNER'S REQUIREMENTS — [1254, 478, 1823, 507]
abbreviation-item: A.W.S. - AMERICAN WELDING SOCIETY — [1874, 194, 2016, 203]
eq-row: S₁: 0.046 — [136, 739, 450, 754]
note-item: 8. AT ALL CONCRETE WALL PENETRATIONS OF 12" SQUARE OR LARGER, PROVIDE (2) #4 X 4'-0" DOWELS @ EA. CORNER OF WALL PENETRATION (AT ALL WALL PENETRATIONS OF 12" DIAMETER AND LARGER, PROVIDE (2) #4 HOOPS ) — [639, 1010, 1202, 1030]
abbreviation-group — [1874, 116, 2058, 204]
lap-length-table — [683, 772, 1097, 902]
note-item: 9. SUPPORT REINFORCING WITH PLASTIC CHAIRS OR CONCRETE DOBBIES. METAL REINFORCEMENT SUPPORTS WILL NOT BE ALLOWED WITHOUT PRIOR APPROVAL FROM THE ENGINEER. — [639, 1037, 1174, 1057]
abbreviation-item: CONTR. - CONTRACTOR — [1874, 405, 1963, 413]
note-item: 1. PLACE THE INDICATED ROOF SHEATHING WITH THE LONG AXIS OF THE PANELS PERPENDICULAR TO THE DIRECTION OF THE SUPPORT FRAMING, AND STAGGER 48". BLOCK EDGES OF ROOF SHEATHING AS INDICATED ON THE FRAMING PLANS. — [1254, 544, 1836, 563]
abbreviation-item: OPP - OPPOSITE — [1874, 1059, 1936, 1068]
abbreviation-item: TYP. - TYPICAL — [1874, 1339, 1928, 1348]
eq-row: Site Class: D — [134, 687, 426, 702]
note-item: 5. MORTAR: TYPE S CONFORMING TO ASTM C270, PROPORTION METHOD. — [1254, 941, 1543, 950]
abbreviation-item: T.O.C. - TOP OF CONCRETE — [1874, 1277, 1974, 1286]
table-header-cell: FOOTINGS / GRADE BEAMS — [802, 430, 874, 456]
table-row: OTHER BAR 1'-5" 1'-10" 2'-4" 2'-9" 4'-0" — [684, 837, 1097, 853]
project-number-row — [2073, 1308, 2345, 1321]
